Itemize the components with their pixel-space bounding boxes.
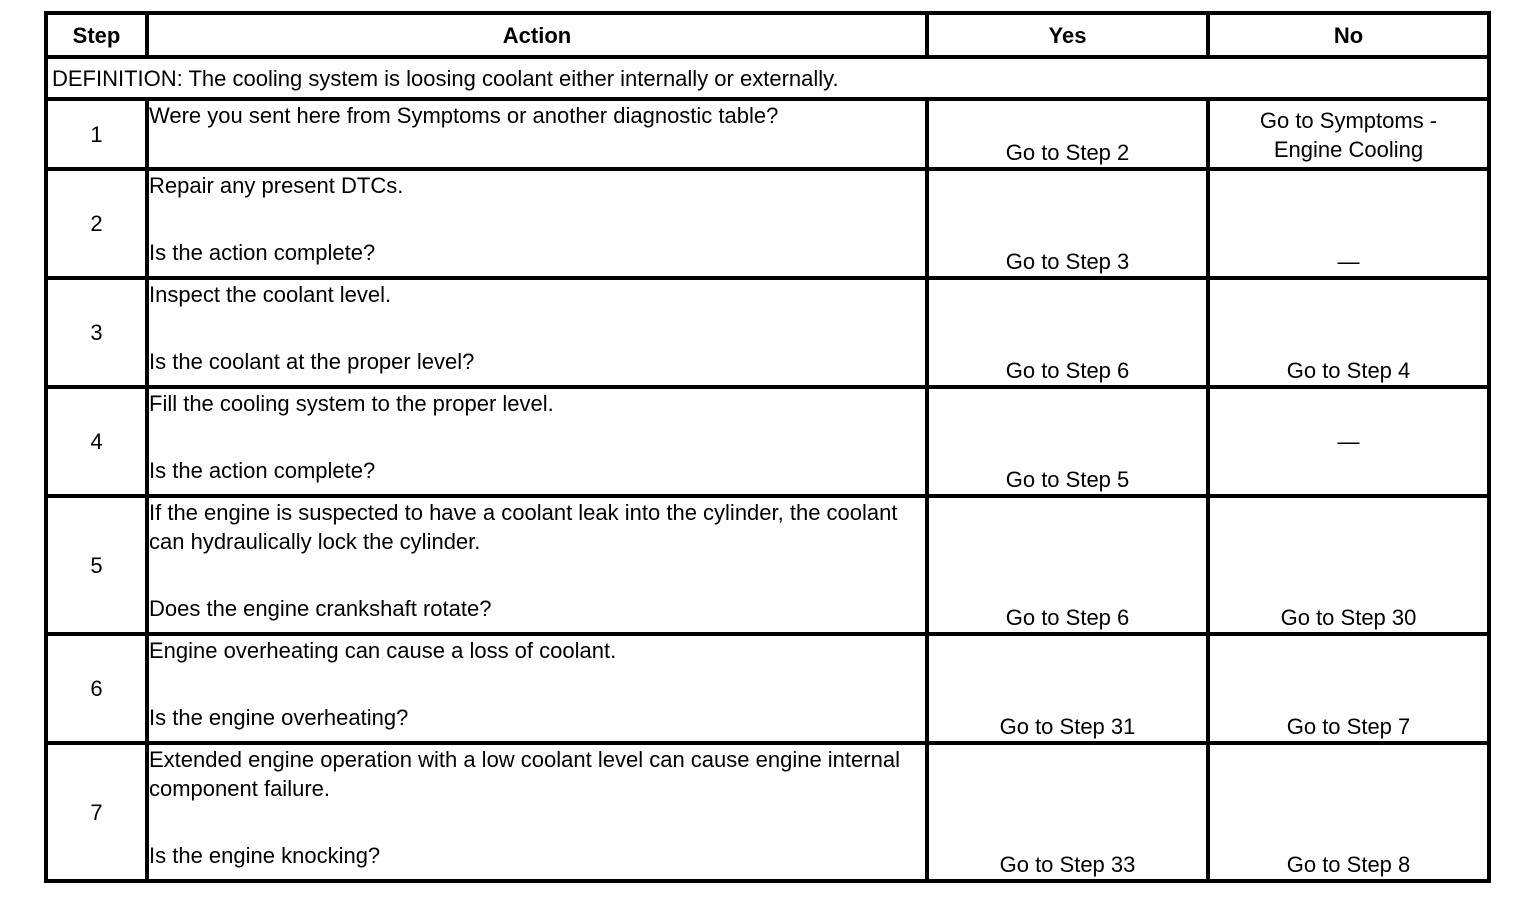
diagnostic-table xyxy=(44,11,1491,883)
no-cell xyxy=(1208,99,1489,169)
no-cell: Go to Step 8 xyxy=(1208,743,1489,881)
header-action: Action xyxy=(147,13,927,57)
step-number: 6 xyxy=(46,634,147,743)
step-number: 1 xyxy=(46,99,147,169)
table-row xyxy=(46,99,1489,169)
table-row xyxy=(46,743,1489,881)
step-number: 3 xyxy=(46,278,147,387)
yes-cell: Go to Step 33 xyxy=(927,743,1208,881)
action-statement: Engine overheating can cause a loss of coolant. xyxy=(149,638,617,663)
table-row xyxy=(46,496,1489,634)
definition-text: DEFINITION: The cooling system is loosing coolant either internally or externally. xyxy=(46,57,1489,99)
step-number: 5 xyxy=(46,496,147,634)
action-statement: Inspect the coolant level. xyxy=(149,282,392,307)
action-question: Does the engine crankshaft rotate? xyxy=(149,596,492,621)
yes-cell: Go to Step 3 xyxy=(927,169,1208,278)
action-statement: Extended engine operation with a low coolant level can cause engine internal component failure. xyxy=(149,747,900,801)
action-cell xyxy=(147,169,927,278)
action-question: Is the engine knocking? xyxy=(149,843,381,868)
no-cell: Go to Step 7 xyxy=(1208,634,1489,743)
action-statement: Repair any present DTCs. xyxy=(149,173,404,198)
header-yes: Yes xyxy=(927,13,1208,57)
action-cell xyxy=(147,634,927,743)
action-cell xyxy=(147,743,927,881)
step-number: 2 xyxy=(46,169,147,278)
step-number: 4 xyxy=(46,387,147,496)
header-row xyxy=(46,13,1489,57)
step-number: 7 xyxy=(46,743,147,881)
no-cell: — xyxy=(1208,387,1489,496)
action-question: Is the engine overheating? xyxy=(149,705,409,730)
action-cell xyxy=(147,387,927,496)
action-question: Is the coolant at the proper level? xyxy=(149,349,475,374)
action-cell xyxy=(147,99,927,169)
definition-row xyxy=(46,57,1489,99)
action-question: Is the action complete? xyxy=(149,458,376,483)
table-row xyxy=(46,634,1489,743)
yes-cell: Go to Step 6 xyxy=(927,496,1208,634)
no-text: Go to Symptoms - Engine Cooling xyxy=(1259,108,1438,162)
no-cell: — xyxy=(1208,169,1489,278)
table-row xyxy=(46,278,1489,387)
action-statement: Fill the cooling system to the proper level. xyxy=(149,391,554,416)
action-cell xyxy=(147,496,927,634)
yes-cell: Go to Step 2 xyxy=(927,99,1208,169)
yes-cell: Go to Step 31 xyxy=(927,634,1208,743)
yes-cell: Go to Step 6 xyxy=(927,278,1208,387)
yes-cell: Go to Step 5 xyxy=(927,387,1208,496)
action-cell xyxy=(147,278,927,387)
table-row xyxy=(46,169,1489,278)
no-cell: Go to Step 30 xyxy=(1208,496,1489,634)
action-statement: If the engine is suspected to have a coolant leak into the cylinder, the coolant can hydraulically lock the cylinder. xyxy=(149,500,898,554)
header-no: No xyxy=(1208,13,1489,57)
header-step: Step xyxy=(46,13,147,57)
action-statement: Were you sent here from Symptoms or another diagnostic table? xyxy=(149,103,779,128)
no-cell: Go to Step 4 xyxy=(1208,278,1489,387)
table-row xyxy=(46,387,1489,496)
action-question: Is the action complete? xyxy=(149,240,376,265)
